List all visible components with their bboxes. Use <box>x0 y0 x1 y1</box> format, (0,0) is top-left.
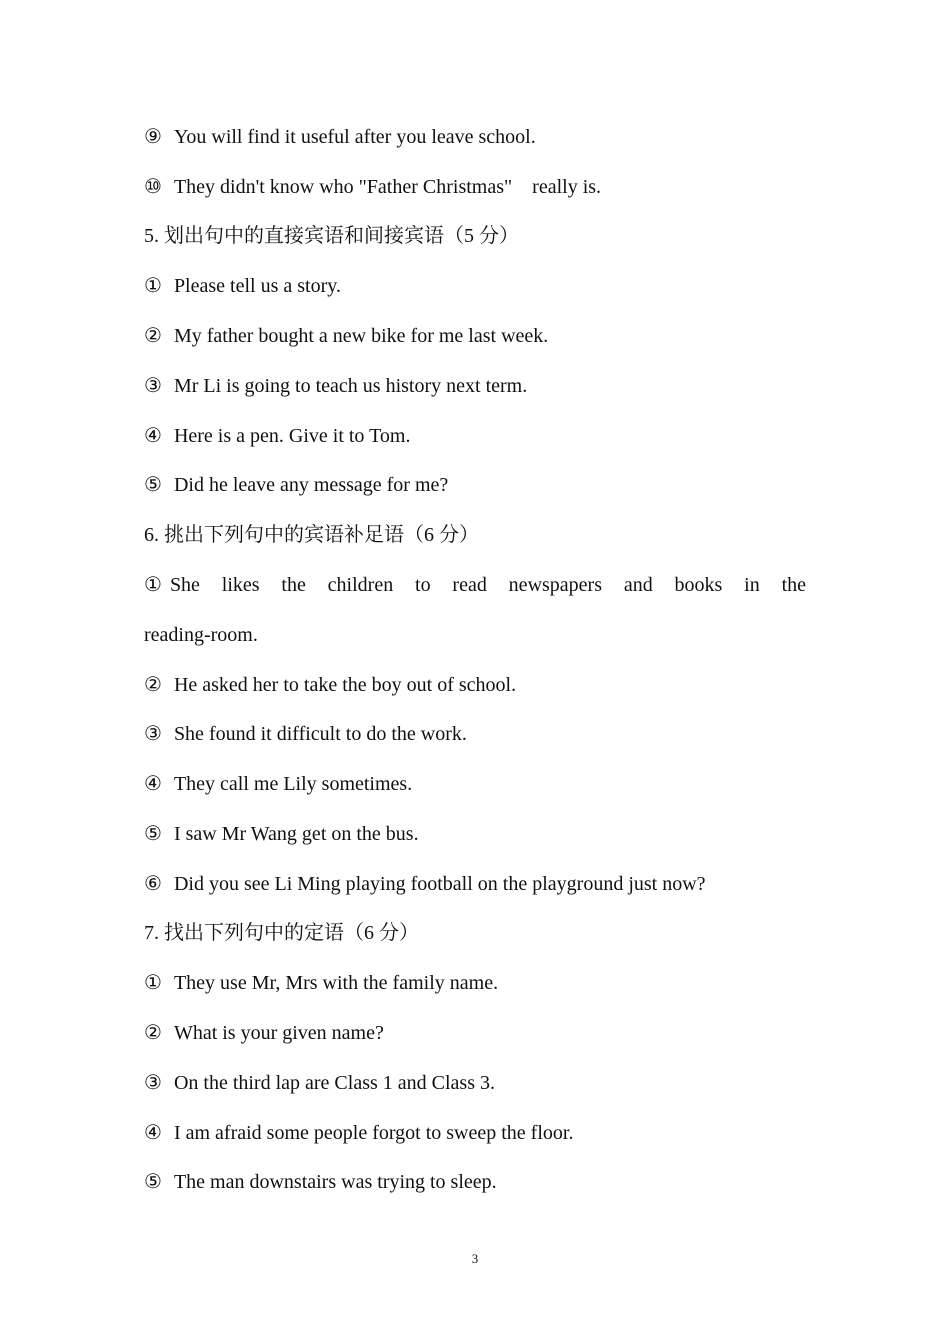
sentence-text: He asked her to take the boy out of school. <box>173 674 517 696</box>
section-7-item-4 <box>144 1121 806 1145</box>
sentence-text: Mr Li is going to teach us history next term. <box>173 375 528 397</box>
section-6-item-1 <box>144 573 806 597</box>
item-number: ⑤ <box>144 1171 162 1193</box>
sentence-text: I am afraid some people forgot to sweep the floor. <box>173 1122 574 1144</box>
item-number: ③ <box>144 1072 162 1094</box>
section-7-heading <box>144 921 806 945</box>
section-7-item-2 <box>144 1021 806 1045</box>
sentence-text: Did you see Li Ming playing football on the playground just now? <box>173 873 706 895</box>
item-number: ④ <box>144 425 162 447</box>
sentence-text: They use Mr, Mrs with the family name. <box>173 972 499 994</box>
item-number: ③ <box>144 375 162 397</box>
sentence-text: What is your given name? <box>173 1022 384 1044</box>
sentence-text: I saw Mr Wang get on the bus. <box>173 823 419 845</box>
section-6-item-2 <box>144 673 806 697</box>
sentence-text: You will find it useful after you leave school. <box>173 126 536 148</box>
item-number: ② <box>144 325 162 347</box>
section-5-heading <box>144 224 806 248</box>
section-5-item-5 <box>144 473 806 497</box>
item-number: ② <box>144 674 162 696</box>
item-number: ① <box>144 574 162 596</box>
section-6-item-3 <box>144 722 806 746</box>
section-6-item-6 <box>144 872 806 896</box>
section-heading-text: 7. 找出下列句中的定语（6 分） <box>144 922 419 944</box>
item-number: ① <box>144 972 162 994</box>
sentence-text: They call me Lily sometimes. <box>173 773 413 795</box>
page-number: 3 <box>471 1251 479 1266</box>
section-5-item-4 <box>144 424 806 448</box>
item-number: ⑩ <box>144 176 162 198</box>
item-number: ⑤ <box>144 474 162 496</box>
sentence-text: reading-room. <box>144 624 258 646</box>
sentence-10 <box>144 175 806 199</box>
sentence-text: She found it difficult to do the work. <box>173 723 467 745</box>
section-7-item-5 <box>144 1170 806 1194</box>
sentence-text: My father bought a new bike for me last week. <box>173 325 549 347</box>
section-6-item-1-continued <box>144 623 806 647</box>
section-6-item-5 <box>144 822 806 846</box>
section-heading-text: 5. 划出句中的直接宾语和间接宾语（5 分） <box>144 225 519 247</box>
sentence-text: She likes the children to read newspapers and books in the <box>169 574 806 596</box>
section-6-item-4 <box>144 772 806 796</box>
sentence-text: Here is a pen. Give it to Tom. <box>173 425 411 447</box>
sentence-text: Did he leave any message for me? <box>173 474 449 496</box>
item-number: ③ <box>144 723 162 745</box>
sentence-9 <box>144 125 806 149</box>
sentence-text: Please tell us a story. <box>173 275 341 297</box>
section-5-item-3 <box>144 374 806 398</box>
item-number: ① <box>144 275 162 297</box>
section-7-item-1 <box>144 971 806 995</box>
item-number: ④ <box>144 1122 162 1144</box>
item-number: ⑤ <box>144 823 162 845</box>
section-5-item-2 <box>144 324 806 348</box>
item-number: ⑥ <box>144 873 162 895</box>
section-5-item-1 <box>144 274 806 298</box>
section-7-item-3 <box>144 1071 806 1095</box>
item-number: ⑨ <box>144 126 162 148</box>
item-number: ② <box>144 1022 162 1044</box>
item-number: ④ <box>144 773 162 795</box>
section-heading-text: 6. 挑出下列句中的宾语补足语（6 分） <box>144 524 479 546</box>
section-6-heading <box>144 523 806 547</box>
sentence-text: On the third lap are Class 1 and Class 3. <box>173 1072 495 1094</box>
sentence-text: The man downstairs was trying to sleep. <box>173 1171 497 1193</box>
sentence-text: They didn't know who "Father Christmas" really is. <box>173 176 602 198</box>
